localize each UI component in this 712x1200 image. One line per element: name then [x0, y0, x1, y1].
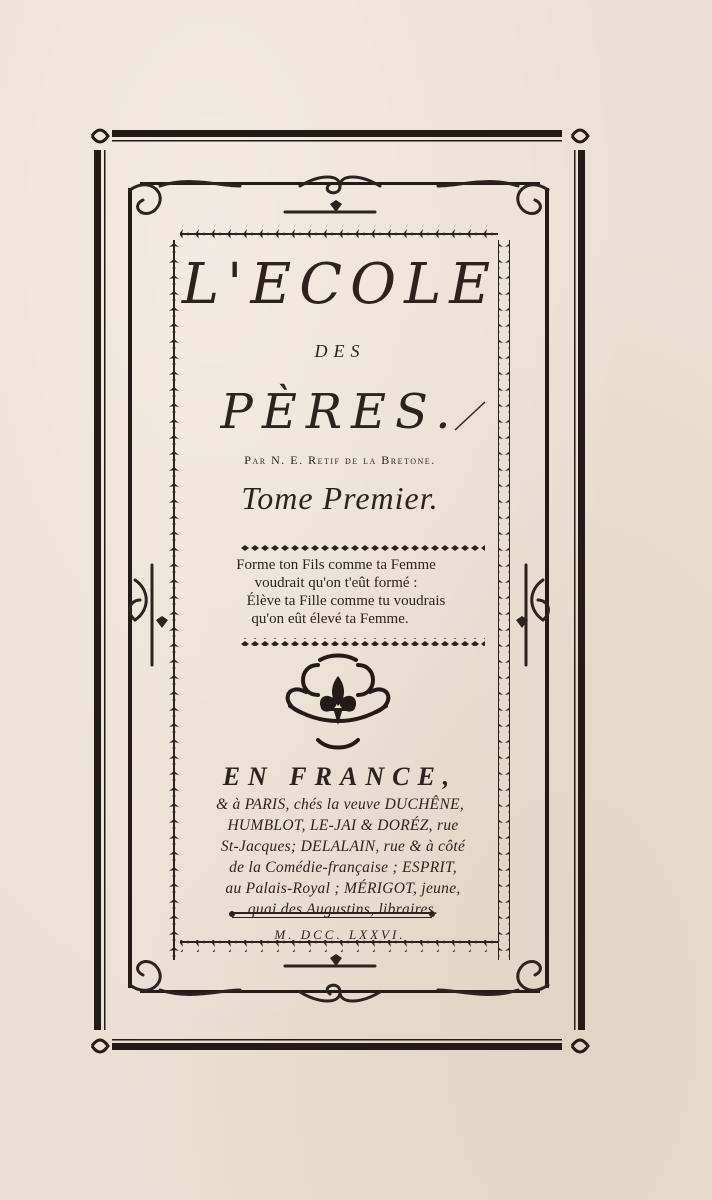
volume-line: Tome Premier.	[241, 480, 439, 516]
fleur-de-lis-icon	[320, 676, 356, 725]
imprint-line: au Palais-Royal ; MÉRIGOT, jeune,	[225, 880, 461, 897]
publication-date: M. DCC. LXXVI.	[274, 927, 406, 942]
epigraph-line: voudrait qu'on t'eût formé :	[254, 575, 418, 591]
vine-top	[180, 226, 498, 238]
epigraph-rule-top	[240, 543, 485, 551]
imprint-line: de la Comédie-française ; ESPRIT,	[229, 859, 457, 876]
imprint-line: HUMBLOT, LE-JAI & DORÉZ, rue	[227, 817, 459, 834]
epigraph	[180, 556, 500, 628]
epigraph-line: Forme ton Fils comme ta Femme	[236, 557, 436, 573]
title-line-ecole: L'ECOLE	[181, 252, 499, 317]
title-line-peres: PÈRES.	[220, 384, 460, 440]
imprint-line: St-Jacques; DELALAIN, rue & à côté	[220, 838, 466, 855]
epigraph-line: Élève ta Fille comme tu voudrais	[246, 593, 446, 609]
title-line-des: DES	[314, 341, 366, 361]
imprint-line: & à PARIS, chés la veuve DUCHÊNE,	[215, 796, 465, 813]
epigraph-rule-bottom	[240, 638, 485, 646]
imprint-address	[178, 794, 508, 920]
imprint-line: quai des Augustins, libraires.	[247, 901, 439, 918]
epigraph-line: qu'on eût élevé ta Femme.	[251, 611, 409, 627]
imprint-place: EN FRANCE,	[222, 762, 458, 791]
author-line: Par N. E. Retif de la Bretone.	[244, 453, 436, 467]
